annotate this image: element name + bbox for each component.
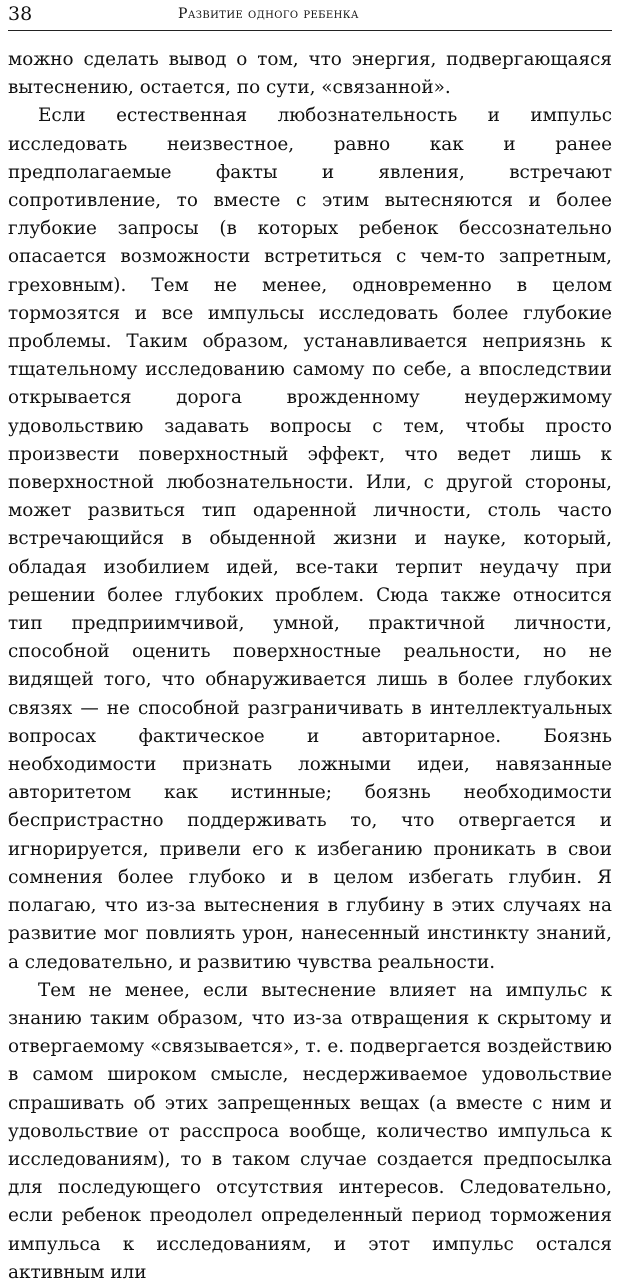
running-title: Развитие одного ребенка xyxy=(178,6,359,22)
paragraph-continuation: можно сделать вывод о том, что энергия, подвергающаяся вытеснению, остается, по сути, «связанной». xyxy=(8,49,612,99)
paragraph: Тем не менее, если вытеснение влияет на импульс к знанию таким образом, что из-за отвращения к скрытому и отвергаемому «связывается», т. е. подвергается воздействию в самом широком смысле, несдерживаемое удовольствие спрашивать об этих запрещенных вещах (а вместе с ним и удовольствие от расспроса вообще, количество импульса к исследованиям), то в таком случае создается предпосылка для последующего отсутствия интересов. Следовательно, если ребенок преодолел определенный период торможения импульса к исследованиям, и этот импульс остался активным или xyxy=(8,979,613,1283)
paragraph: Если естественная любознательность и импульс исследовать неизвестное, равно как и ранее предполагаемые факты и явления, встречают сопротивление, то вместе с этим вытесняются и более глубокие запросы (в которых ребенок бессознательно опасается возможности встретиться с чем-то запретным, греховным). Тем не менее, одновременно в целом тормозятся и все импульсы исследовать более глубокие проблемы. Таким образом, устанавливается неприязнь к тщательному исследованию самому по себе, а впоследствии открывается дорога врожденному неудержимому удовольствию задавать вопросы с тем, чтобы просто произвести поверхностный эффект, что ведет лишь к поверхностной любознательности. Или, с другой стороны, может развиться тип одаренной личности, столь часто встречающийся в обыденной жизни и науке, который, обладая изобилием идей, все-таки терпит неудачу при решении более глубоких проблем. Сюда также относится тип предприимчивой, умной, практичной личности, способной оценить поверхностные реальности, но не видящей того, что обнаруживается лишь в более глубоких связях — не способной разграничивать в интеллектуальных вопросах фактическое и авторитарное. Боязнь необходимости признать ложными идеи, навязанные авторитетом как истинные; боязнь необходимости беспристрастно поддерживать то, что отвергается и игнорируется, привели его к избеганию проникать в свои сомнения более глубоко и в целом избегать глубин. Я полагаю, что из-за вытеснения в глубину в этих случаях на развитие мог повлиять урон, нанесенный инстинкту знаний, а следовательно, и развитию чувства реальности. xyxy=(8,105,612,973)
page-header xyxy=(8,0,612,28)
header-rule xyxy=(8,30,612,31)
page-number: 38 xyxy=(8,3,33,25)
body-text xyxy=(8,46,612,1287)
